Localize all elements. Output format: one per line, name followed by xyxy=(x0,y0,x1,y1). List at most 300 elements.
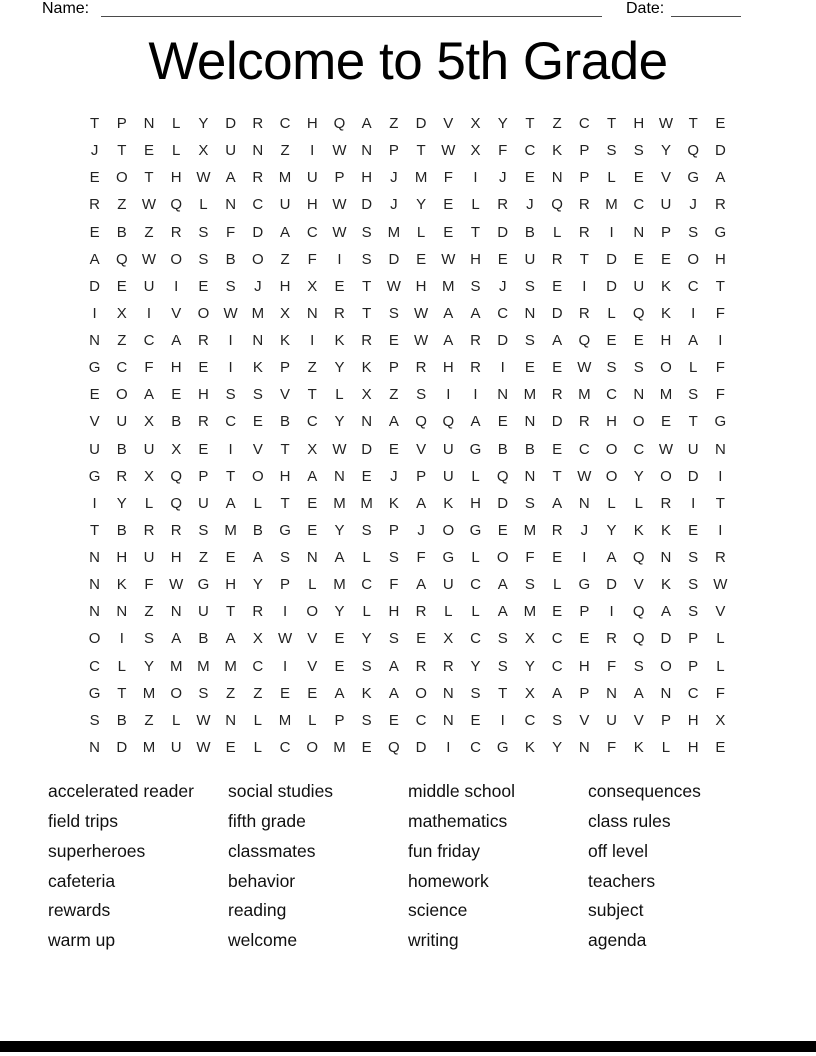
grid-letter: X xyxy=(443,630,454,648)
grid-letter: T xyxy=(606,115,617,133)
grid-letter: L xyxy=(661,738,671,756)
grid-letter: A xyxy=(470,304,481,322)
word-bank-column xyxy=(228,777,333,956)
grid-letter: S xyxy=(470,277,481,295)
page-title: Welcome to 5th Grade xyxy=(148,32,668,91)
grid-letter: R xyxy=(198,332,209,350)
grid-letter: S xyxy=(361,521,372,539)
grid-letter: A xyxy=(497,576,508,594)
grid-letter: D xyxy=(415,738,427,756)
grid-letter: F xyxy=(226,223,236,241)
grid-letter: H xyxy=(225,576,237,594)
grid-letter: C xyxy=(687,684,699,702)
grid-letter: D xyxy=(116,738,128,756)
grid-letter: G xyxy=(496,738,509,756)
grid-letter: I xyxy=(446,738,451,756)
grid-letter: F xyxy=(307,250,317,268)
grid-letter: S xyxy=(552,711,563,729)
grid-letter: Z xyxy=(253,684,263,702)
grid-letter: E xyxy=(633,169,644,187)
grid-letter: N xyxy=(606,684,617,702)
grid-letter: Z xyxy=(389,386,399,404)
grid-letter: E xyxy=(334,630,345,648)
grid-letter: P xyxy=(416,467,427,485)
grid-letter: S xyxy=(470,684,481,702)
grid-letter: T xyxy=(117,684,127,702)
word-bank-item: accelerated reader xyxy=(48,781,194,801)
grid-letter: J xyxy=(390,169,398,187)
grid-letter: L xyxy=(471,603,480,621)
word-bank-item: agenda xyxy=(588,930,647,951)
grid-letter: P xyxy=(660,711,671,729)
grid-letter: Z xyxy=(117,332,127,350)
grid-letter: I xyxy=(582,549,587,567)
grid-letter: I xyxy=(500,711,505,729)
grid-letter: Q xyxy=(115,250,128,268)
grid-letter: A xyxy=(225,630,236,648)
grid-letter: S xyxy=(497,630,508,648)
grid-letter: T xyxy=(688,115,698,133)
grid-letter: V xyxy=(715,603,726,621)
grid-letter: L xyxy=(308,576,317,594)
grid-letter: Q xyxy=(632,630,645,648)
grid-letter: R xyxy=(497,196,509,214)
grid-letter: E xyxy=(361,467,372,485)
grid-letter: A xyxy=(252,549,263,567)
grid-letter: E xyxy=(307,521,318,539)
grid-letter: S xyxy=(361,711,372,729)
grid-letter: W xyxy=(277,630,293,648)
grid-letter: I xyxy=(473,386,478,404)
grid-letter: L xyxy=(552,223,562,241)
grid-letter: C xyxy=(470,630,481,648)
grid-letter: V xyxy=(443,115,454,133)
grid-letter: O xyxy=(88,630,101,648)
name-blank-line xyxy=(101,0,602,17)
grid-letter: Q xyxy=(632,549,645,567)
word-bank-item: homework xyxy=(408,870,489,891)
grid-letter: J xyxy=(390,467,398,485)
grid-letter: W xyxy=(441,142,456,160)
grid-letter: R xyxy=(442,657,454,675)
grid-letter: E xyxy=(524,169,535,187)
grid-letter: I xyxy=(500,359,505,377)
grid-letter: F xyxy=(606,738,617,756)
grid-letter: A xyxy=(334,549,345,567)
grid-letter: T xyxy=(226,467,236,485)
grid-letter: I xyxy=(691,494,696,512)
grid-letter: A xyxy=(443,332,454,350)
grid-letter: H xyxy=(170,359,182,377)
grid-letter: D xyxy=(361,196,373,214)
grid-letter: I xyxy=(609,223,614,241)
grid-letter: E xyxy=(715,738,726,756)
grid-letter: A xyxy=(688,332,699,350)
grid-letter: R xyxy=(470,359,481,377)
grid-letter: B xyxy=(524,223,535,241)
grid-letter: F xyxy=(606,657,617,675)
grid-letter: E xyxy=(388,711,399,729)
grid-letter: N xyxy=(442,684,454,702)
grid-letter: X xyxy=(470,115,481,133)
grid-letter: W xyxy=(386,277,401,295)
grid-letter: L xyxy=(335,386,344,404)
grid-letter: D xyxy=(714,142,726,160)
grid-letter: R xyxy=(415,603,427,621)
grid-letter: Q xyxy=(170,494,183,512)
grid-letter: H xyxy=(687,711,699,729)
grid-letter: R xyxy=(578,196,590,214)
grid-letter: C xyxy=(551,657,563,675)
grid-letter: S xyxy=(524,277,535,295)
grid-letter: T xyxy=(470,223,481,241)
grid-letter: E xyxy=(660,413,671,431)
grid-letter: I xyxy=(92,304,97,322)
grid-letter: A xyxy=(497,603,508,621)
grid-letter: S xyxy=(361,223,372,241)
grid-letter: A xyxy=(470,413,481,431)
grid-letter: E xyxy=(307,494,318,512)
grid-letter: X xyxy=(307,277,318,295)
grid-letter: D xyxy=(89,277,101,295)
grid-letter: L xyxy=(689,359,698,377)
grid-letter: U xyxy=(279,196,291,214)
grid-letter: U xyxy=(633,277,645,295)
grid-letter: N xyxy=(89,549,101,567)
grid-letter: N xyxy=(225,711,237,729)
word-bank xyxy=(0,777,816,962)
grid-letter: I xyxy=(718,332,723,350)
grid-letter: E xyxy=(225,738,236,756)
grid-letter: O xyxy=(687,250,700,268)
grid-letter: H xyxy=(306,196,318,214)
grid-letter: A xyxy=(225,169,236,187)
grid-letter: U xyxy=(306,169,318,187)
grid-letter: H xyxy=(714,250,726,268)
grid-letter: K xyxy=(388,494,399,512)
grid-letter: X xyxy=(252,630,263,648)
grid-letter: P xyxy=(388,521,399,539)
grid-letter: F xyxy=(525,549,535,567)
grid-letter: R xyxy=(252,169,264,187)
grid-letter: F xyxy=(498,142,508,160)
grid-letter: E xyxy=(416,630,427,648)
grid-letter: N xyxy=(633,386,645,404)
grid-letter: T xyxy=(552,467,562,485)
grid-letter: R xyxy=(578,413,590,431)
grid-letter: X xyxy=(470,142,481,160)
grid-letter: A xyxy=(416,576,427,594)
grid-letter: E xyxy=(334,277,345,295)
grid-letter: E xyxy=(715,115,726,133)
grid-letter: U xyxy=(198,603,209,621)
grid-letter: F xyxy=(389,576,399,594)
grid-letter: Q xyxy=(551,196,563,214)
grid-letter: N xyxy=(714,440,726,458)
grid-letter: B xyxy=(225,250,236,268)
grid-letter: W xyxy=(196,169,211,187)
grid-letter: H xyxy=(170,169,182,187)
grid-letter: P xyxy=(579,142,590,160)
grid-letter: X xyxy=(361,386,372,404)
grid-letter: R xyxy=(89,196,101,214)
grid-letter: Q xyxy=(170,196,183,214)
grid-letter: W xyxy=(223,304,238,322)
grid-letter: C xyxy=(116,359,128,377)
word-bank-column xyxy=(48,777,194,956)
grid-letter: Q xyxy=(632,304,645,322)
grid-letter: V xyxy=(416,440,427,458)
grid-letter: N xyxy=(361,142,373,160)
grid-letter: O xyxy=(197,304,210,322)
grid-letter: R xyxy=(551,250,563,268)
grid-letter: S xyxy=(144,630,155,648)
word-search-grid xyxy=(81,110,734,761)
grid-letter: E xyxy=(688,521,699,539)
grid-letter: K xyxy=(660,576,671,594)
grid-letter: N xyxy=(170,603,182,621)
grid-letter: J xyxy=(526,196,534,214)
grid-letter: C xyxy=(252,657,264,675)
grid-letter: R xyxy=(714,196,726,214)
grid-letter: S xyxy=(606,359,617,377)
grid-letter: V xyxy=(307,630,318,648)
grid-letter: K xyxy=(443,494,454,512)
grid-letter: D xyxy=(388,250,400,268)
grid-letter: S xyxy=(688,386,699,404)
grid-letter: W xyxy=(196,738,211,756)
grid-letter: Z xyxy=(117,196,127,214)
grid-letter: L xyxy=(444,603,453,621)
grid-letter: H xyxy=(306,115,318,133)
grid-letter: Y xyxy=(334,521,345,539)
grid-letter: Y xyxy=(252,576,263,594)
grid-letter: J xyxy=(390,196,398,214)
grid-letter: M xyxy=(523,521,537,539)
grid-letter: A xyxy=(715,169,726,187)
grid-letter: P xyxy=(116,115,127,133)
grid-letter: I xyxy=(691,304,696,322)
grid-letter: M xyxy=(169,657,183,675)
grid-letter: H xyxy=(279,467,291,485)
grid-letter: S xyxy=(89,711,100,729)
grid-letter: J xyxy=(580,521,589,539)
grid-letter: T xyxy=(307,386,317,404)
grid-letter: N xyxy=(660,684,672,702)
word-bank-item: middle school xyxy=(408,781,515,801)
grid-letter: Z xyxy=(389,115,399,133)
word-bank-item: field trips xyxy=(48,810,119,831)
grid-letter: E xyxy=(552,549,563,567)
grid-letter: E xyxy=(443,223,454,241)
grid-letter: W xyxy=(169,576,184,594)
grid-letter: Z xyxy=(198,549,209,567)
grid-letter: L xyxy=(416,223,426,241)
grid-letter: H xyxy=(279,277,291,295)
grid-letter: E xyxy=(552,603,563,621)
grid-letter: E xyxy=(252,413,263,431)
grid-letter: Y xyxy=(416,196,427,214)
grid-letter: M xyxy=(197,657,210,675)
grid-letter: A xyxy=(334,684,345,702)
grid-letter: N xyxy=(442,711,454,729)
grid-letter: S xyxy=(198,684,209,702)
grid-letter: T xyxy=(715,277,725,295)
grid-letter: G xyxy=(469,440,482,458)
grid-letter: X xyxy=(524,630,535,648)
grid-letter: G xyxy=(197,576,210,594)
grid-letter: W xyxy=(332,223,347,241)
grid-letter: R xyxy=(170,223,182,241)
grid-letter: E xyxy=(606,332,617,350)
grid-letter: L xyxy=(253,494,263,512)
grid-letter: M xyxy=(523,386,537,404)
grid-letter: M xyxy=(224,521,237,539)
grid-letter: G xyxy=(714,413,727,431)
grid-letter: E xyxy=(198,359,209,377)
word-bank-item: welcome xyxy=(228,930,298,951)
grid-letter: E xyxy=(470,711,481,729)
grid-letter: K xyxy=(361,684,372,702)
grid-letter: E xyxy=(89,386,100,404)
grid-letter: Y xyxy=(144,657,155,675)
grid-letter: A xyxy=(660,603,671,621)
grid-letter: D xyxy=(551,413,563,431)
grid-letter: H xyxy=(388,603,400,621)
grid-letter: I xyxy=(582,277,587,295)
grid-letter: Y xyxy=(552,738,563,756)
grid-letter: O xyxy=(660,657,672,675)
grid-letter: B xyxy=(116,711,127,729)
grid-letter: L xyxy=(199,196,208,214)
grid-letter: Q xyxy=(388,738,400,756)
grid-letter: B xyxy=(198,630,209,648)
grid-letter: F xyxy=(715,684,725,702)
grid-letter: W xyxy=(414,332,429,350)
grid-letter: Z xyxy=(144,603,154,621)
grid-letter: C xyxy=(578,440,590,458)
grid-letter: X xyxy=(715,711,726,729)
grid-letter: Y xyxy=(116,494,127,512)
grid-letter: X xyxy=(171,440,182,458)
grid-letter: Y xyxy=(497,115,508,133)
grid-letter: W xyxy=(658,440,674,458)
grid-letter: I xyxy=(446,386,451,404)
grid-letter: Z xyxy=(144,711,154,729)
grid-letter: K xyxy=(116,576,127,594)
grid-letter: S xyxy=(688,576,699,594)
grid-letter: S xyxy=(198,521,209,539)
grid-letter: A xyxy=(388,657,399,675)
grid-letter: C xyxy=(687,277,699,295)
grid-letter: S xyxy=(388,304,399,322)
grid-letter: U xyxy=(143,549,155,567)
grid-letter: I xyxy=(282,603,288,621)
grid-letter: L xyxy=(716,657,725,675)
grid-letter: U xyxy=(442,467,454,485)
grid-letter: U xyxy=(442,576,454,594)
grid-letter: X xyxy=(524,684,535,702)
grid-letter: C xyxy=(551,630,563,648)
grid-letter: M xyxy=(442,277,455,295)
grid-letter: N xyxy=(578,738,590,756)
grid-letter: L xyxy=(253,738,263,756)
grid-letter: L xyxy=(308,711,317,729)
grid-letter: E xyxy=(225,549,236,567)
grid-letter: M xyxy=(278,711,292,729)
grid-letter: W xyxy=(196,711,211,729)
grid-letter: N xyxy=(524,467,536,485)
grid-letter: M xyxy=(278,169,292,187)
grid-letter: X xyxy=(116,304,127,322)
grid-letter: A xyxy=(552,332,563,350)
grid-letter: V xyxy=(633,711,644,729)
grid-letter: Y xyxy=(660,142,671,160)
grid-letter: P xyxy=(280,359,291,377)
grid-letter: S xyxy=(361,250,372,268)
grid-letter: I xyxy=(310,332,315,350)
grid-letter: E xyxy=(579,630,590,648)
grid-letter: M xyxy=(523,603,537,621)
grid-letter: D xyxy=(225,115,237,133)
grid-letter: T xyxy=(416,142,426,160)
grid-letter: E xyxy=(443,196,454,214)
grid-letter: N xyxy=(89,332,101,350)
grid-letter: G xyxy=(578,576,591,594)
grid-letter: G xyxy=(442,549,455,567)
grid-letter: E xyxy=(89,223,100,241)
grid-letter: G xyxy=(279,521,291,539)
grid-letter: C xyxy=(415,711,427,729)
grid-letter: E xyxy=(416,250,427,268)
grid-letter: Z xyxy=(552,115,562,133)
grid-letter: M xyxy=(414,169,428,187)
grid-letter: N xyxy=(334,467,345,485)
grid-letter: H xyxy=(170,549,182,567)
grid-letter: Y xyxy=(606,521,617,539)
grid-letter: W xyxy=(577,467,592,485)
grid-letter: K xyxy=(334,332,345,350)
grid-letter: H xyxy=(470,250,481,268)
grid-letter: I xyxy=(718,467,723,485)
grid-letter: J xyxy=(90,142,99,160)
grid-letter: M xyxy=(659,386,673,404)
grid-letter: S xyxy=(198,223,209,241)
grid-letter: C xyxy=(306,413,318,431)
grid-letter: D xyxy=(606,277,617,295)
grid-letter: P xyxy=(280,576,291,594)
grid-letter: B xyxy=(116,521,127,539)
grid-letter: H xyxy=(606,413,617,431)
grid-letter: E xyxy=(198,277,209,295)
grid-letter: E xyxy=(198,440,209,458)
grid-letter: W xyxy=(332,196,347,214)
grid-letter: U xyxy=(116,413,128,431)
grid-letter: J xyxy=(498,169,507,187)
grid-letter: L xyxy=(117,657,126,675)
date-label: Date: xyxy=(626,0,665,17)
grid-letter: F xyxy=(443,169,453,187)
grid-letter: K xyxy=(660,304,671,322)
grid-letter: E xyxy=(280,684,291,702)
grid-letter: R xyxy=(415,657,427,675)
grid-letter: I xyxy=(228,440,233,458)
grid-letter: K xyxy=(361,359,372,377)
word-bank-item: reading xyxy=(228,900,287,921)
grid-letter: L xyxy=(253,711,263,729)
grid-letter: W xyxy=(141,250,157,268)
grid-letter: I xyxy=(718,521,723,539)
